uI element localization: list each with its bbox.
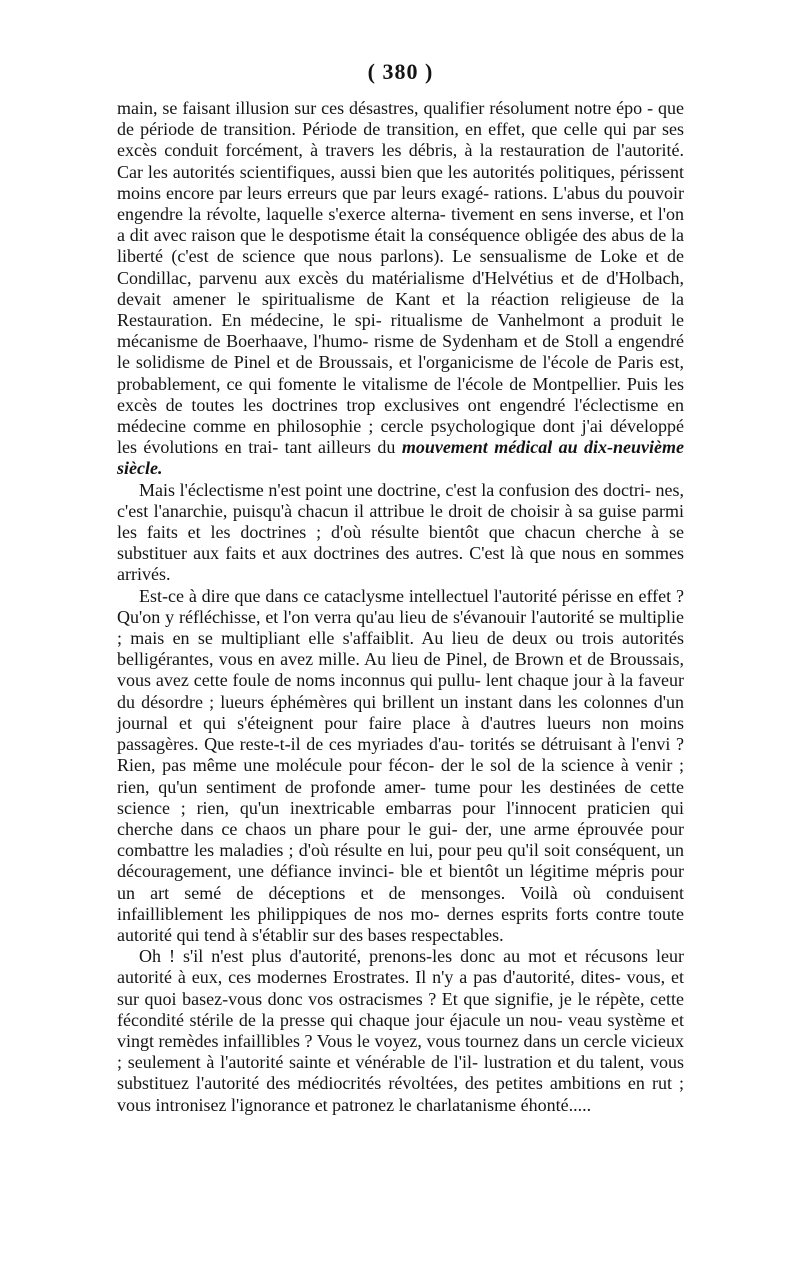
- book-page: [117, 52, 684, 1116]
- paragraph-4: Oh ! s'il n'est plus d'autorité, prenons-les donc au mot et récusons leur autorité à eux, ces modernes Erostrates. Il n'y a pas d'autorité, dites- vous, et sur quoi basez-vous donc vos ostracismes ? Et que signifie, je le répète, cette fécondité stérile de la presse qui chaque jour éjacule un nou- veau système et vingt remèdes infaillibles ? Vous le voyez, vous tournez dans un cercle vicieux ; seulement à l'autorité sainte et vénérable de l'il- lustration et du talent, vous substituez l'autorité des médiocrités révoltées, des petites ambitions en rut ; vous intronisez l'ignorance et patronez le charlatanisme éhonté.....: [117, 946, 684, 1115]
- paragraph-1-text: main, se faisant illusion sur ces désastres, qualifier résolument notre épo - que de période de transition. Période de transition, en effet, que celle qui par ses excès conduit forcément, à travers les débris, à la restauration de l'autorité. Car les autorités scientifiques, aussi bien que les autorités politiques, périssent moins encore par leurs erreurs que par leurs exagé- rations. L'abus du pouvoir engendre la révolte, laquelle s'exerce alterna- tivement en sens inverse, et l'on a dit avec raison que le despotisme était la conséquence obligée des abus de la liberté (c'est de science que nous parlons). Le sensualisme de Loke et de Condillac, parvenu aux excès du matérialisme d'Helvétius et de d'Holbach, devait amener le spiritualisme de Kant et la réaction religieuse de la Restauration. En médecine, le spi- ritualisme de Vanhelmont a produit le mécanisme de Boerhaave, l'humo- risme de Sydenham et de Stoll a engendré le solidisme de Pinel et de Broussais, et l'organicisme de l'école de Paris est, probablement, ce qui fomente le vitalisme de l'école de Montpellier. Puis les excès de toutes les doctrines trop exclusives ont engendré l'éclectisme en médecine comme en philosophie ; cercle psychologique dont j'ai développé les évolutions en trai- tant ailleurs du: [117, 98, 684, 458]
- paragraph-1: [117, 98, 684, 480]
- paragraph-2: Mais l'éclectisme n'est point une doctrine, c'est la confusion des doctri- nes, c'est l'anarchie, puisqu'à chacun il attribue le droit de choisir à sa guise parmi les faits et les doctrines ; d'où résulte bientôt que chacun cherche à se substituer aux faits et aux doctrines des autres. C'est là que nous en sommes arrivés.: [117, 479, 684, 585]
- page-number: ( 380 ): [367, 59, 434, 84]
- paragraph-3: Est-ce à dire que dans ce cataclysme intellectuel l'autorité périsse en effet ? Qu'on y réfléchisse, et l'on verra qu'au lieu de s'évanouir l'autorité se multiplie ; mais en se multipliant elle s'affaiblit. Au lieu de deux ou trois autorités belligérantes, vous en avez mille. Au lieu de Pinel, de Brown et de Broussais, vous avez cette foule de noms inconnus qui pullu- lent chaque jour à la faveur du désordre ; lueurs éphémères qui brillent un instant dans les colonnes d'un journal et qui s'éteignent pour faire place à d'autres lueurs non moins passagères. Que reste-t-il de ces myriades d'au- torités se détruisant à l'envi ? Rien, pas même une molécule pour fécon- der le sol de la science à venir ; rien, qu'un sentiment de profonde amer- tume pour les destinées de cette science ; rien, qu'un inextricable embarras pour l'innocent praticien qui cherche dans ce chaos un phare pour le gui- der, une arme éprouvée pour combattre les maladies ; d'où résulte en lui, pour peu qu'il soit conséquent, un découragement, une défiance invinci- ble et bientôt un légitime mépris pour un art semé de déceptions et de mensonges. Voilà où conduisent infailliblement les philippiques de nos mo- dernes esprits forts contre toute autorité qui tend à s'établir sur des bases respectables.: [117, 585, 684, 945]
- paragraph-1-italic-title: mouvement médical au dix-neuvième siècle.: [117, 437, 685, 479]
